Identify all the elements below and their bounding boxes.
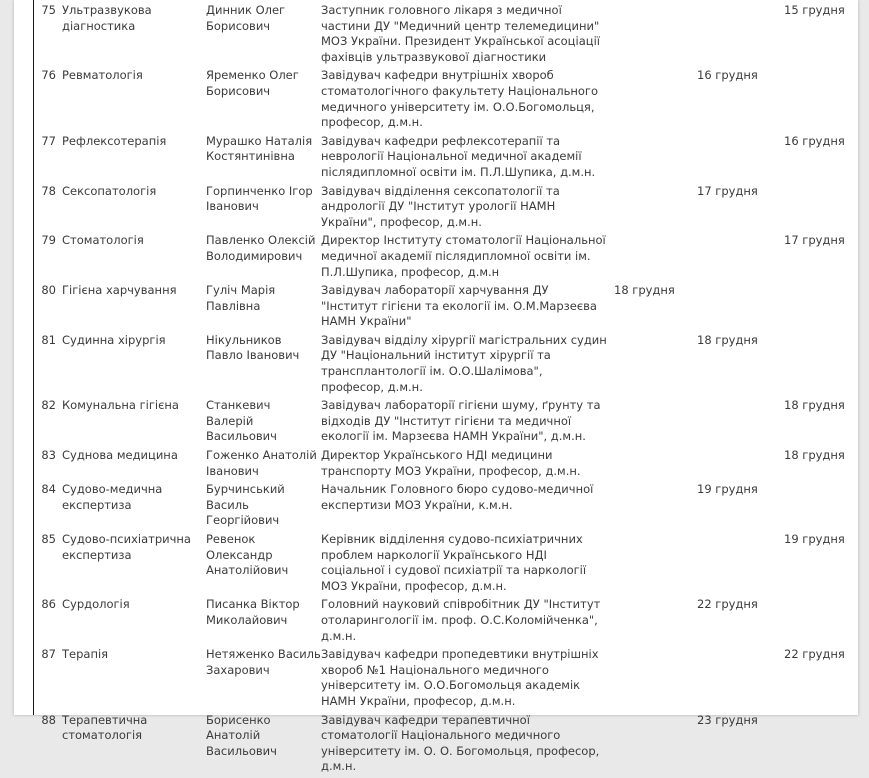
date-cell-3: 15 грудня: [784, 3, 845, 17]
row-number: 80: [41, 283, 56, 298]
table-row: [34, 482, 854, 532]
position-cell: Завідувач відділу хірургії магістральних судин ДУ "Національний інститут хірургії та трансплантології ім. О.О.Шалімова", професор, д.м.н.: [321, 332, 607, 394]
date-cell-2: 19 грудня: [697, 482, 758, 497]
table-row: [34, 184, 854, 234]
date-cell-3: 17 грудня: [784, 233, 845, 248]
date-cell-2: 22 грудня: [697, 597, 758, 612]
specialist-name-cell: Нікульников Павло Іванович: [206, 332, 300, 363]
specialist-name-cell: Бурчинський Василь Георгійович: [206, 482, 285, 528]
date-cell-2: [695, 233, 778, 283]
table-row: [34, 233, 854, 283]
specialist-name-cell: Мурашко Наталія Костянтинівна: [206, 133, 313, 164]
date-cell-2: 16 грудня: [697, 68, 758, 83]
position-cell: Заступник головного лікаря з медичної частини ДУ "Медичний центр телемедицини" МОЗ України. Президент Української асоціації фахівців ультразвукової діагностики: [321, 3, 600, 64]
specialty-cell: Гігієна харчування: [62, 283, 177, 298]
specialty-cell: Судинна хірургія: [62, 332, 166, 347]
row-number: 75: [41, 3, 56, 17]
date-cell-2: [695, 134, 778, 184]
date-cell-3: [778, 184, 854, 234]
specialty-cell: Сексопатологія: [62, 183, 157, 198]
date-cell-3: 16 грудня: [784, 133, 845, 148]
row-number: 85: [41, 532, 56, 546]
specialist-name-cell: Яременко Олег Борисович: [206, 68, 299, 98]
specialty-cell: Рефлексотерапія: [62, 133, 167, 148]
row-number: 78: [41, 183, 56, 198]
table-row: [34, 597, 854, 647]
date-cell-1: [612, 3, 695, 68]
date-cell-2: [695, 398, 778, 448]
specialist-name-cell: Борисенко Анатолій Васильович: [206, 712, 277, 758]
position-cell: Директор Українського НДІ медицини транспорту МОЗ України, професор, д.м.н.: [321, 448, 581, 478]
specialists-schedule-table: [34, 3, 854, 778]
date-cell-2: 23 грудня: [697, 712, 758, 727]
table-row: [34, 713, 854, 778]
date-cell-3: [778, 713, 854, 778]
row-number: 76: [41, 68, 56, 83]
table-row: [34, 398, 854, 448]
specialty-cell: Ультразвукова діагностика: [62, 3, 152, 33]
date-cell-1: [612, 597, 695, 647]
date-cell-1: [612, 713, 695, 778]
date-cell-3: 19 грудня: [784, 532, 845, 546]
row-number: 86: [41, 597, 56, 612]
specialty-cell: Судово-медична експертиза: [62, 482, 163, 512]
date-cell-3: 18 грудня: [784, 448, 845, 463]
position-cell: Завідувач відділення сексопатології та андрології ДУ "Інститут урології НАМН України", професор, д.м.н.: [321, 183, 560, 229]
date-cell-1: [612, 134, 695, 184]
date-cell-1: [612, 68, 695, 133]
date-cell-1: [612, 448, 695, 482]
date-cell-2: 18 грудня: [697, 332, 758, 347]
position-cell: Головний науковий співробітник ДУ "Інститут отоларингології ім. проф. О.С.Коломійченка", д.м.н.: [321, 597, 601, 643]
row-number: 77: [41, 133, 56, 148]
specialist-name-cell: Гоженко Анатолій Іванович: [206, 448, 317, 478]
specialist-name-cell: Станкевич Валерій Васильович: [206, 398, 277, 444]
row-number: 88: [41, 712, 56, 727]
position-cell: Завідувач лабораторії гігієни шуму, ґрунту та відходів ДУ "Інститут гігієни та медичної екології ім. Марзеєва НАМН України", д.м.н.: [321, 398, 601, 444]
row-number: 82: [41, 398, 56, 413]
date-cell-3: [778, 482, 854, 532]
row-number: 81: [41, 332, 56, 347]
specialist-name-cell: Динник Олег Борисович: [206, 3, 286, 33]
specialty-cell: Стоматологія: [62, 233, 144, 248]
date-cell-2: [695, 647, 778, 712]
position-cell: Завідувач кафедри пропедевтики внутрішніх хвороб №1 Національного медичного університету ім. О.О.Богомольця академік НАМН України, професор, д.м.н.: [321, 647, 599, 708]
position-cell: Начальник Головного бюро судово-медичної експертизи МОЗ України, к.м.н.: [321, 482, 594, 512]
date-cell-2: [695, 448, 778, 482]
position-cell: Завідувач кафедри рефлексотерапії та неврології Національної медичної академії післядипломної освіти ім. П.Л.Шупика, д.м.н.: [321, 133, 596, 179]
position-cell: Директор Інституту стоматології Національної медичної академії післядипломної освіти ім. П.Л.Шупика, професор, д.м.н: [321, 233, 606, 279]
specialty-cell: Комунальна гігієна: [62, 398, 179, 413]
table-row: [34, 532, 854, 597]
date-cell-1: [612, 233, 695, 283]
position-cell: Керівник відділення судово-психіатричних проблем наркології Українського НДІ соціальної і судової психіатрії та наркології МОЗ України, професор, д.м.н.: [321, 532, 587, 593]
specialty-cell: Терапія: [62, 647, 109, 662]
specialty-cell: Сурдологія: [62, 597, 130, 612]
row-number: 87: [41, 647, 56, 662]
date-cell-2: [695, 532, 778, 597]
table-row: [34, 68, 854, 133]
table-row: [34, 333, 854, 398]
position-cell: Завідувач кафедри внутрішніх хвороб стоматологічного факультету Національного медичного університету ім. О.О.Богомольця, професор, д.м.н.: [321, 68, 598, 130]
specialist-name-cell: Писанка Віктор Миколайович: [206, 597, 300, 627]
position-cell: Завідувач кафедри терапевтичної стоматології Національного медичного університету ім. О. О. Богомольця, професор, д.м.н.: [321, 712, 600, 774]
date-cell-3: [778, 597, 854, 647]
table-row: [34, 3, 854, 68]
table-body: [34, 3, 854, 778]
position-cell: Завідувач лабораторії харчування ДУ "Інститут гігієни та екології ім. О.М.Марзеєва НАМН України": [321, 283, 597, 329]
date-cell-2: [695, 283, 778, 333]
date-cell-3: 18 грудня: [784, 398, 845, 413]
specialist-name-cell: Ревенок Олександр Анатолійович: [206, 532, 289, 578]
specialty-cell: Суднова медицина: [62, 448, 178, 463]
specialty-cell: Терапевтична стоматологія: [62, 712, 148, 743]
date-cell-1: [612, 482, 695, 532]
row-number: 84: [41, 482, 56, 497]
date-cell-1: [612, 532, 695, 597]
specialist-name-cell: Горпинченко Ігор Іванович: [206, 183, 313, 214]
row-number: 79: [41, 233, 56, 248]
date-cell-3: 22 грудня: [784, 647, 845, 662]
specialist-name-cell: Нетяженко Василь Захарович: [206, 647, 321, 677]
date-cell-2: 17 грудня: [697, 183, 758, 198]
date-cell-1: 18 грудня: [614, 283, 675, 298]
specialty-cell: Судово-психіатрична експертиза: [62, 532, 191, 562]
date-cell-1: [612, 333, 695, 398]
date-cell-3: [778, 283, 854, 333]
row-number: 83: [41, 448, 56, 463]
specialty-cell: Ревматологія: [62, 68, 143, 83]
table-row: [34, 647, 854, 712]
date-cell-3: [778, 333, 854, 398]
table-row: [34, 134, 854, 184]
specialist-name-cell: Гуліч Марія Павлівна: [206, 283, 276, 313]
date-cell-1: [612, 184, 695, 234]
date-cell-3: [778, 68, 854, 133]
table-row: [34, 448, 854, 482]
table-row: [34, 283, 854, 333]
date-cell-1: [612, 647, 695, 712]
specialist-name-cell: Павленко Олексій Володимирович: [206, 233, 316, 263]
date-cell-2: [695, 3, 778, 68]
date-cell-1: [612, 398, 695, 448]
